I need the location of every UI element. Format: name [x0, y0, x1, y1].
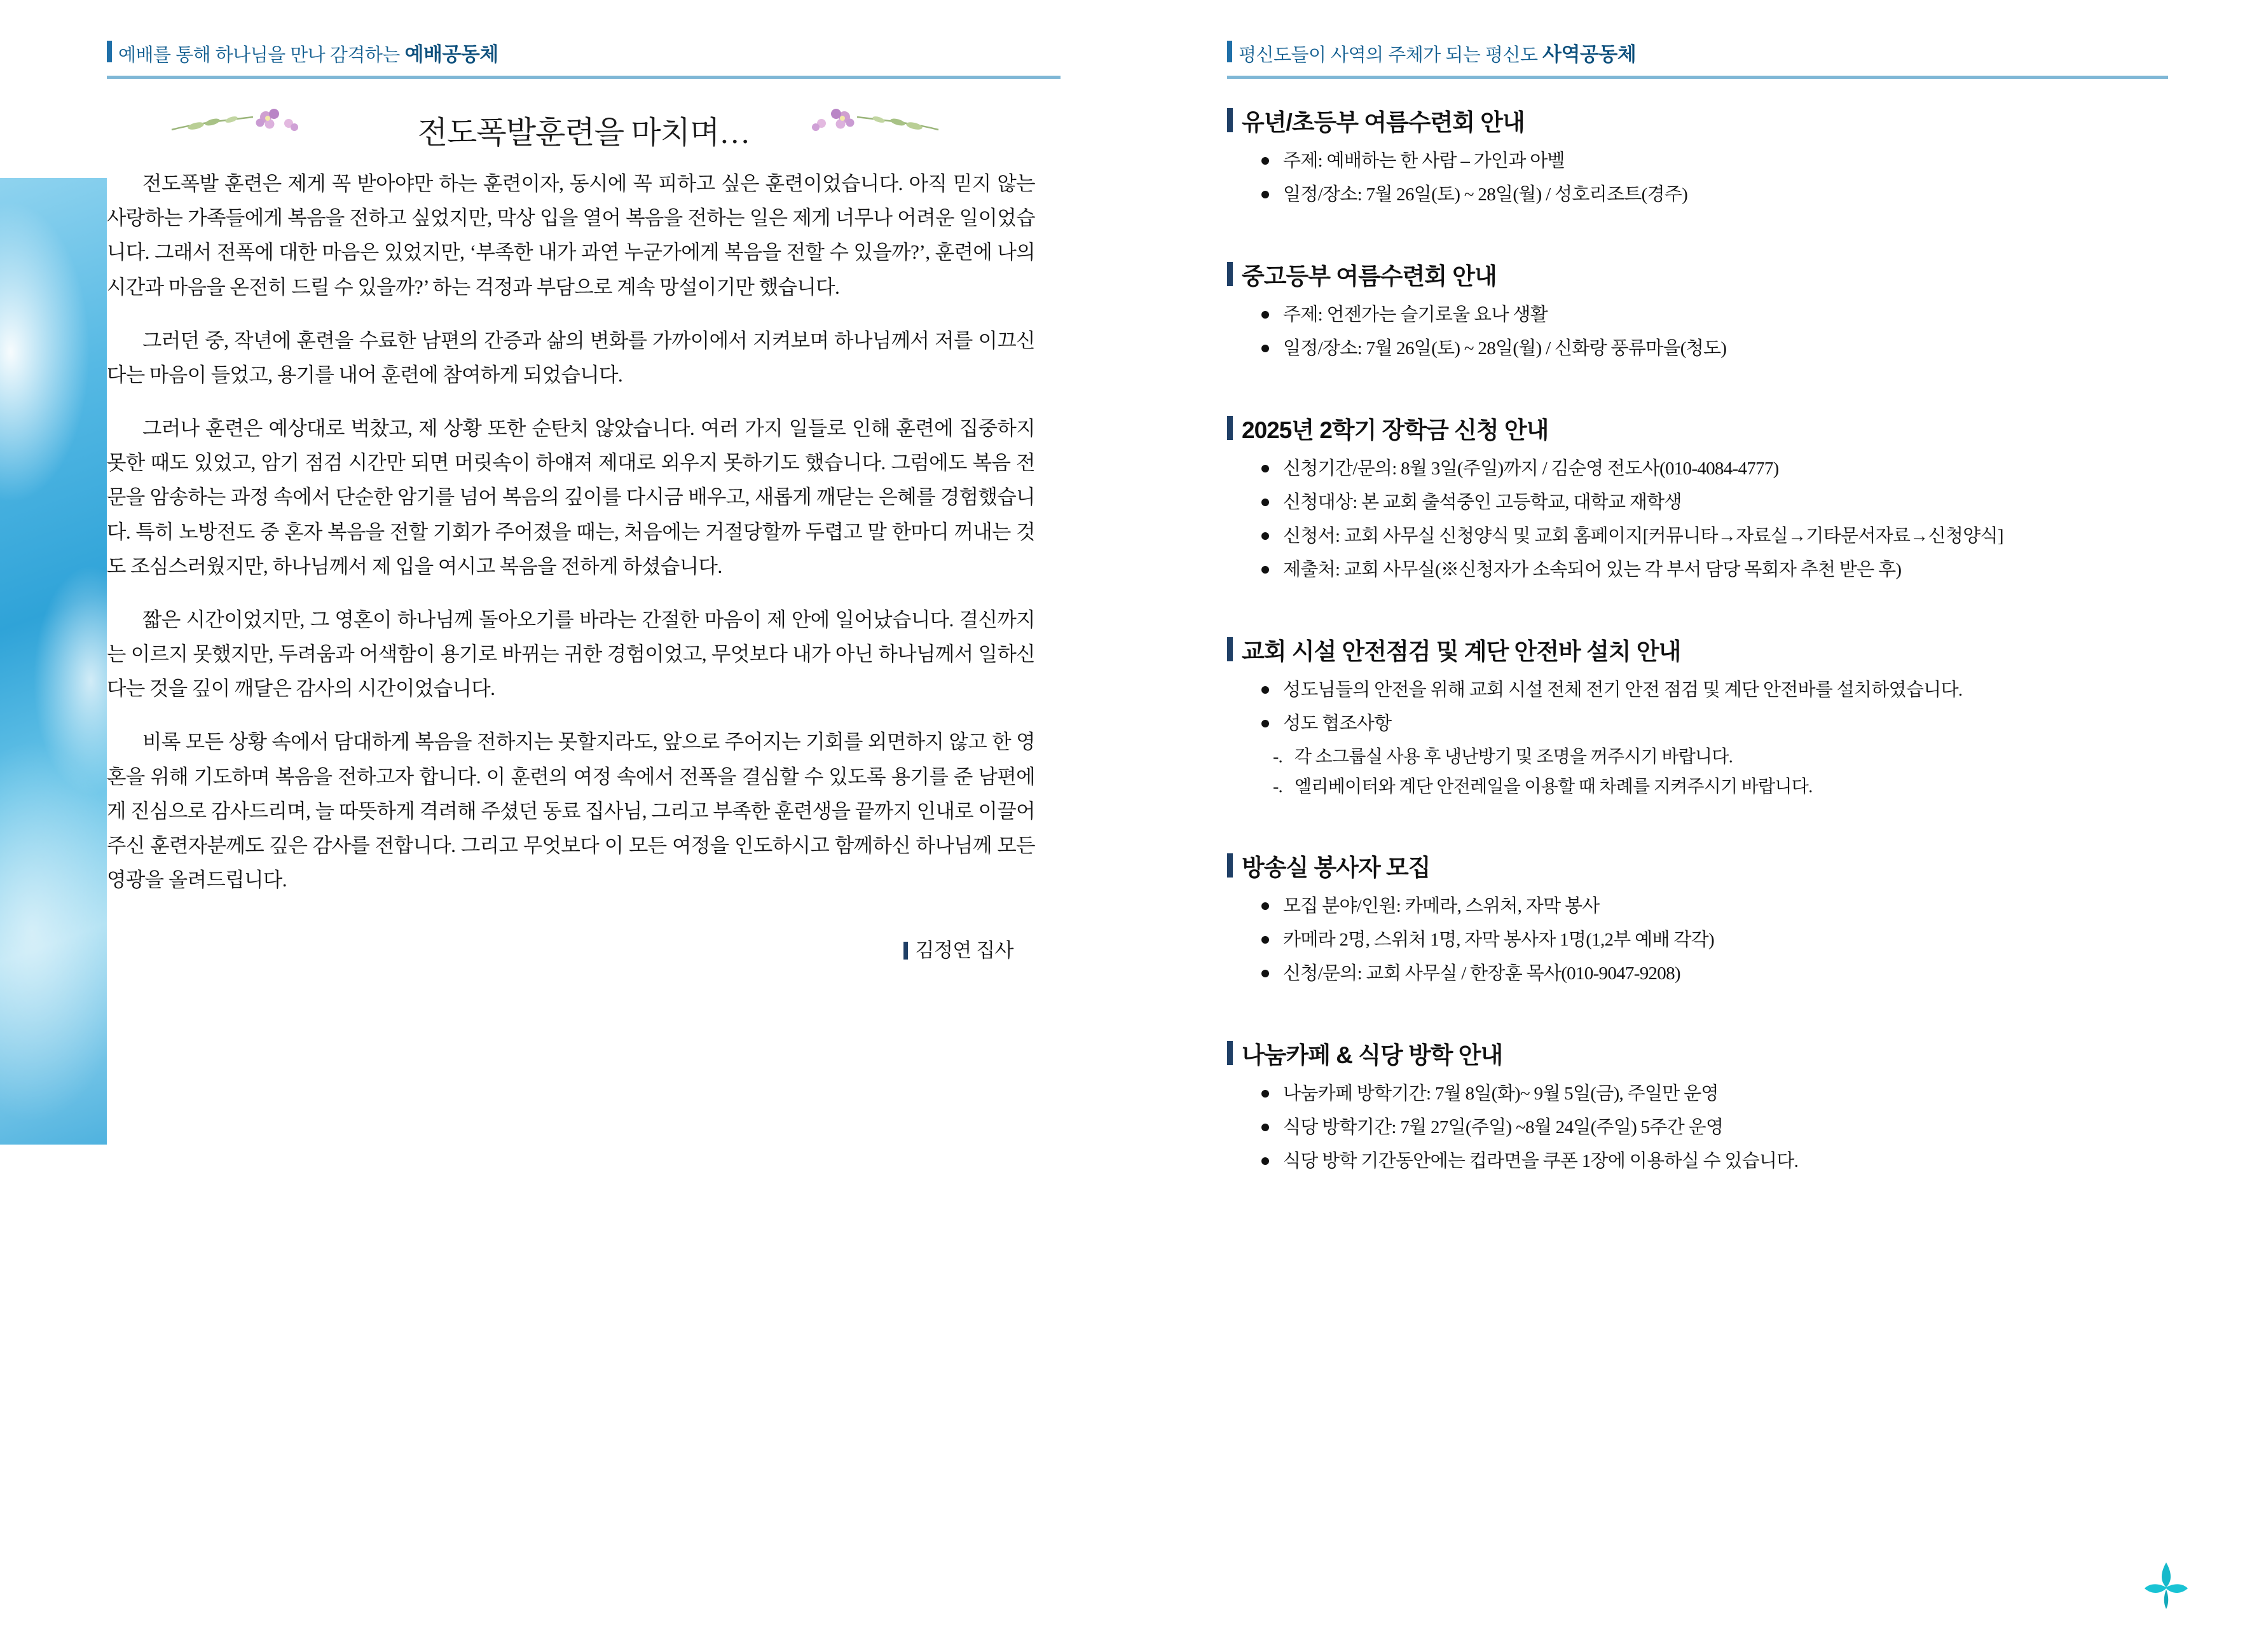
- list-item: 모집 분야/인원: 카메라, 스위처, 자막 봉사: [1261, 891, 2168, 921]
- notice-block: [1227, 848, 2168, 989]
- list-item: 주제: 언젠가는 슬기로울 요나 생활: [1261, 300, 2168, 330]
- article-title: 전도폭발훈련을 마치며…: [417, 115, 750, 150]
- notice-item-list: [1227, 146, 2168, 210]
- accent-bar-icon: [1227, 853, 1233, 878]
- list-subitem: -. 각 소그룹실 사용 후 냉난방기 및 조명을 꺼주시기 바랍니다.: [1261, 743, 2168, 771]
- article-title-row: [107, 97, 1061, 167]
- notice-header: [1227, 848, 2168, 883]
- list-item: 신청서: 교회 사무실 신청양식 및 교회 홈페이지[커뮤니타→자료실→기타문서자료→신청양식]: [1261, 521, 2168, 551]
- article-paragraph: 그러던 중, 작년에 훈련을 수료한 남편의 간증과 삶의 변화를 가까이에서 지켜보며 하나님께서 저를 이끄신다는 마음이 들었고, 용기를 내어 훈련에 참여하게 되었습니다.: [107, 329, 1035, 386]
- notice-block: [1227, 257, 2168, 364]
- article-paragraph: 짧은 시간이었지만, 그 영혼이 하나님께 돌아오기를 바라는 간절한 마음이 제 안에 일어났습니다. 결신까지는 이르지 못했지만, 두려움과 어색함이 용기로 바뀌는 귀한 경험이었고, 무엇보다 내가 아닌 하나님께서 일하신다는 것을 깊이 깨달은 감사의 시간이었습니다.: [107, 608, 1035, 700]
- list-item: 식당 방학 기간동안에는 컵라면을 쿠폰 1장에 이용하실 수 있습니다.: [1261, 1146, 2168, 1176]
- notice-title: 중고등부 여름수련회 안내: [1242, 263, 1497, 289]
- list-item: 성도 협조사항: [1261, 709, 2168, 739]
- list-subitem: -. 엘리베이터와 계단 안전레일을 이용할 때 차례를 지켜주시기 바랍니다.: [1261, 773, 2168, 801]
- article-signature: [107, 934, 1061, 963]
- notice-item-list: [1227, 300, 2168, 364]
- section-header-bold-text: 예배공동체: [404, 43, 498, 65]
- notice-block: [1227, 632, 2168, 802]
- signature-name: 김정연 집사: [915, 939, 1013, 962]
- article-paragraph: 비록 모든 상황 속에서 담대하게 복음을 전하지는 못할지라도, 앞으로 주어지는 기회를 외면하지 않고 한 영혼을 위해 기도하며 복음을 전하고자 합니다. 이 훈련의 여정 속에서 전폭을 결심할 수 있도록 용기를 준 남편에게 진심으로 감사드리며, 늘 따뜻하게 격려해 주셨던 동료 집사님, 그리고 부족한 훈련생을 끝까지 인내로 이끌어주신 훈련자분께도 깊은 감사를 전합니다. 그리고 무엇보다 이 모든 여정을 인도하시고 함께하신 하나님께 모든 영광을 올려드립니다.: [107, 731, 1035, 891]
- accent-bar-icon: [1227, 416, 1233, 440]
- notice-header: [1227, 411, 2168, 445]
- left-column: [107, 38, 1061, 963]
- list-item: 신청기간/문의: 8월 3일(주일)까지 / 김순영 전도사(010-4084-4777): [1261, 454, 2168, 484]
- accent-bar-icon: [107, 41, 112, 62]
- notice-title: 유년/초등부 여름수련회 안내: [1242, 109, 1525, 135]
- leaf-logo-icon: [2139, 1559, 2194, 1610]
- notice-item-list: [1227, 1079, 2168, 1176]
- notice-header: [1227, 1036, 2168, 1070]
- notice-header: [1227, 103, 2168, 137]
- article-paragraph: 그러나 훈련은 예상대로 벅찼고, 제 상황 또한 순탄치 않았습니다. 여러 가지 일들로 인해 훈련에 집중하지 못한 때도 있었고, 암기 점검 시간만 되면 머릿속이 하얘져 제대로 외우지 못하기도 했습니다. 그럼에도 복음 전문을 암송하는 과정 속에서 단순한 암기를 넘어 복음의 깊이를 다시금 배우고, 새롭게 깨닫는 은혜를 경험했습니다. 특히 노방전도 중 혼자 복음을 전할 기회가 주어졌을 때는, 처음에는 거절당할까 두렵고 말 한마디 꺼내는 것도 조심스러웠지만, 하나님께서 제 입을 여시고 복음을 전하게 하셨습니다.: [107, 417, 1035, 577]
- notice-block: [1227, 1036, 2168, 1176]
- notice-item-list: [1227, 454, 2168, 585]
- notice-item-list: [1227, 891, 2168, 989]
- notice-header: [1227, 632, 2168, 666]
- section-header-bold-text: 사역공동체: [1542, 43, 1637, 65]
- accent-bar-icon: [1227, 637, 1233, 661]
- ocean-wave-photo: [0, 178, 107, 1145]
- accent-bar-icon: [1227, 262, 1233, 286]
- section-header-worship: [107, 38, 1061, 79]
- list-item: 신청대상: 본 교회 출석중인 고등학교, 대학교 재학생: [1261, 488, 2168, 518]
- list-item: 카메라 2명, 스위처 1명, 자막 봉사자 1명(1,2부 예배 각각): [1261, 925, 2168, 955]
- accent-bar-icon: [903, 942, 908, 960]
- list-item: 일정/장소: 7월 26일(토) ~ 28일(월) / 신화랑 풍류마을(청도): [1261, 334, 2168, 364]
- right-column: [1227, 38, 2168, 1180]
- notice-header: [1227, 257, 2168, 291]
- list-item: 제출처: 교회 사무실(※신청자가 소속되어 있는 각 부서 담당 목회자 추천 받은 후): [1261, 555, 2168, 585]
- notice-title: 2025년 2학기 장학금 신청 안내: [1242, 416, 1549, 443]
- notice-title: 방송실 봉사자 모집: [1242, 855, 1431, 881]
- accent-bar-icon: [1227, 1041, 1233, 1065]
- article-paragraph: 전도폭발 훈련은 제게 꼭 받아야만 하는 훈련이자, 동시에 꼭 피하고 싶은 훈련이었습니다. 아직 믿지 않는 사랑하는 가족들에게 복음을 전하고 싶었지만, 막상 입을 열어 복음을 전하는 일은 제게 너무나 어려운 일이었습니다. 그래서 전폭에 대한 마음은 있었지만, ‘부족한 내가 과연 누군가에게 복음을 전할 수 있을까?’, 훈련에 나의 시간과 마음을 온전히 드릴 수 있을까?’ 하는 걱정과 부담으로 계속 망설이기만 했습니다.: [107, 172, 1035, 298]
- list-item: 나눔카페 방학기간: 7월 8일(화)~ 9월 5일(금), 주일만 운영: [1261, 1079, 2168, 1109]
- list-item: 식당 방학기간: 7월 27일(주일) ~8월 24일(주일) 5주간 운영: [1261, 1113, 2168, 1143]
- notice-block: [1227, 103, 2168, 210]
- section-header-lay-ministry: [1227, 38, 2168, 79]
- notice-block: [1227, 411, 2168, 585]
- accent-bar-icon: [1227, 41, 1232, 62]
- notice-item-list: [1227, 675, 2168, 802]
- list-item: 성도님들의 안전을 위해 교회 시설 전체 전기 안전 점검 및 계단 안전바를 설치하였습니다.: [1261, 675, 2168, 705]
- section-header-thin-text: 예배를 통해 하나님을 만나 감격하는: [118, 45, 405, 65]
- notice-title: 교회 시설 안전점검 및 계단 안전바 설치 안내: [1242, 638, 1681, 664]
- list-item: 신청/문의: 교회 사무실 / 한장훈 목사(010-9047-9208): [1261, 959, 2168, 989]
- list-item: 일정/장소: 7월 26일(토) ~ 28일(월) / 성호리조트(경주): [1261, 180, 2168, 210]
- notice-title: 나눔카페 & 식당 방학 안내: [1242, 1042, 1503, 1069]
- section-header-thin-text: 평신도들이 사역의 주체가 되는 평신도: [1239, 45, 1543, 65]
- article-body: [107, 167, 1061, 897]
- list-item: 주제: 예배하는 한 사람 – 가인과 아벨: [1261, 146, 2168, 176]
- accent-bar-icon: [1227, 108, 1233, 132]
